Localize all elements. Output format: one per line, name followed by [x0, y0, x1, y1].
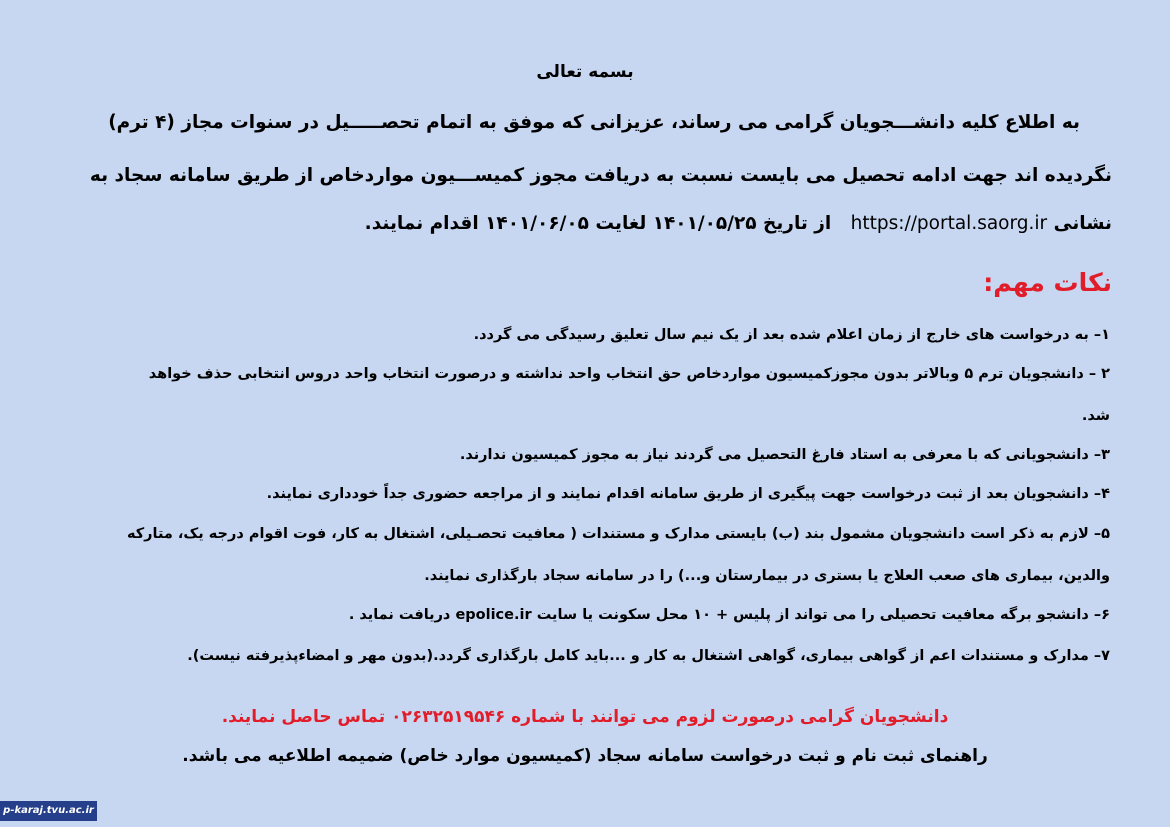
intro-line-3-suffix: از تاریخ ۱۴۰۱/۰۵/۲۵ لغایت ۱۴۰۱/۰۶/۰۵ اقدام نمایند. [364, 213, 832, 234]
intro-line-3 [365, 213, 1112, 234]
notes-title: نکات مهم: [983, 268, 1112, 297]
epolice-site-link[interactable]: epolice.ir [455, 607, 532, 623]
intro-line-1: به اطلاع کلیه دانشـــجویان گرامی می رساند، عزیزانی که موفق به اتمام تحصـــــیل در سنوات مجاز (۴ ترم) [108, 112, 1080, 133]
note-5-line-2: والدین، بیماری های صعب العلاج یا بستری در بیمارستان و...) را در سامانه سجاد بارگذاری نمایند. [424, 568, 1110, 584]
guide-line: راهنمای ثبت نام و ثبت درخواست سامانه سجاد (کمیسیون موارد خاص) ضمیمه اطلاعیه می باشد. [182, 746, 988, 766]
note-6-suffix: دریافت نماید . [348, 607, 451, 623]
note-1: ۱– به درخواست های خارج از زمان اعلام شده بعد از یک نیم سال تعلیق رسیدگی می گردد. [473, 327, 1110, 343]
note-2-line-2: شد. [1081, 408, 1110, 424]
note-6 [349, 607, 1110, 623]
note-4: ۴– دانشجویان بعد از ثبت درخواست جهت پیگیری از طریق سامانه اقدام نمایند و از مراجعه حضوری جداً خودداری نمایند. [266, 486, 1110, 502]
contact-line: دانشجویان گرامی درصورت لزوم می توانند با شماره ۰۲۶۳۲۵۱۹۵۴۶ تماس حاصل نمایند. [221, 707, 949, 727]
note-7: ۷– مدارک و مستندات اعم از گواهی بیماری، گواهی اشتغال به کار و ...باید کامل بارگذاری گردد.(بدون مهر و امضاءپذیرفته نیست). [187, 648, 1110, 664]
note-5-line-1: ۵– لازم به ذکر است دانشجویان مشمول بند (ب) بایستی مدارک و مستندات ( معافیت تحصـیلی، اشتغال به کار، فوت اقوام درجه یک، متارکه [126, 526, 1110, 542]
note-3: ۳– دانشجویانی که با معرفی به استاد فارغ التحصیل می گردند نیاز به مجوز کمیسیون ندارند. [459, 447, 1110, 463]
heading: بسمه تعالی [536, 62, 634, 82]
site-watermark: p-karaj.tvu.ac.ir [0, 801, 97, 821]
intro-line-3-prefix: نشانی [1053, 213, 1112, 234]
portal-url-link[interactable]: https://portal.saorg.ir [850, 213, 1048, 234]
note-2-line-1: ۲ – دانشجویان ترم ۵ وبالاتر بدون مجوزکمیسیون مواردخاص حق انتخاب واحد نداشته و درصورت انتخاب واحد دروس انتخابی حذف خواهد [148, 366, 1110, 382]
intro-line-2: نگردیده اند جهت ادامه تحصیل می بایست نسبت به دریافت مجوز کمیســـیون مواردخاص از طریق سامانه سجاد به [89, 165, 1112, 186]
note-6-prefix: ۶– دانشجو برگه معافیت تحصیلی را می تواند از پلیس + ۱۰ محل سکونت یا سایت [536, 607, 1110, 623]
